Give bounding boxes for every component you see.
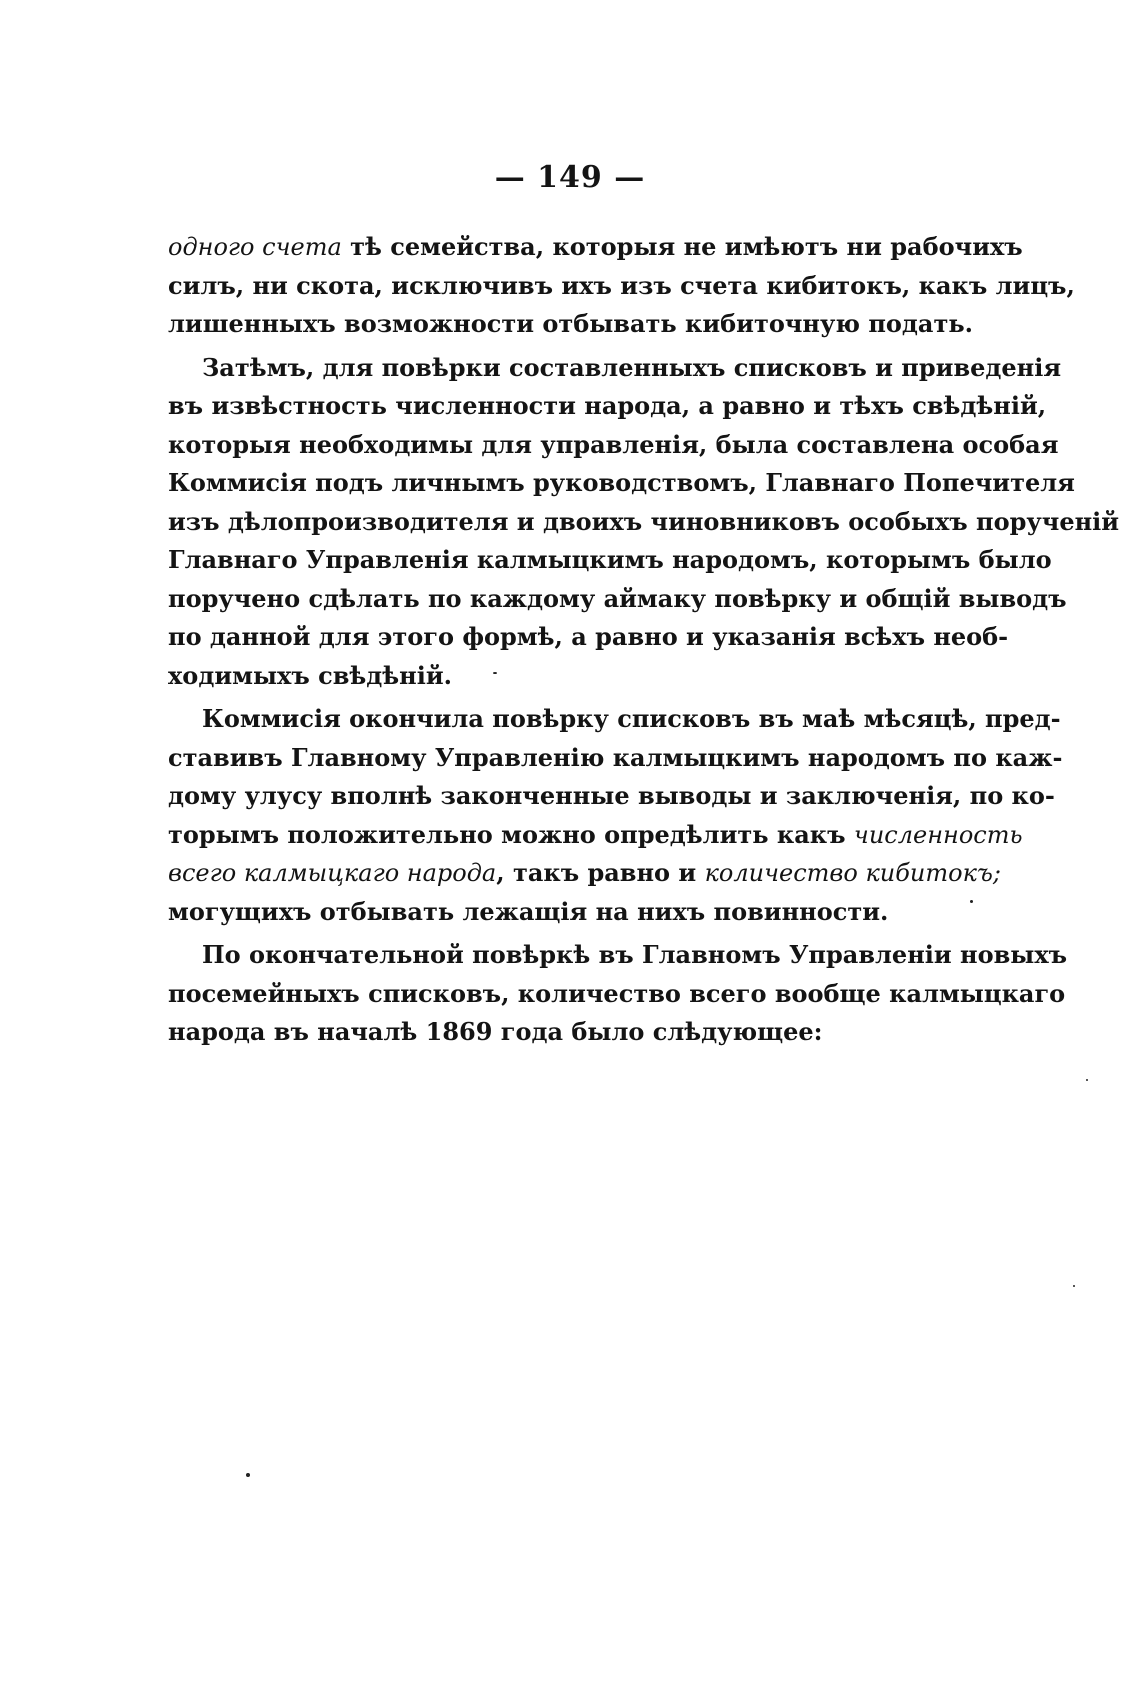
text-line: могущихъ отбывать лежащія на нихъ повинности. bbox=[168, 896, 889, 926]
scan-speck bbox=[246, 1473, 250, 1477]
text-line: Коммисія окончила повѣрку списковъ въ маѣ мѣсяцѣ, пред- bbox=[202, 704, 1061, 733]
paragraph bbox=[168, 228, 1075, 344]
text-line bbox=[168, 228, 1023, 267]
line-text: тѣ семейства, которыя не имѣютъ ни рабочихъ bbox=[341, 232, 1023, 261]
scan-speck bbox=[1086, 1079, 1088, 1081]
italic-phrase: всего калмыцкаго народа bbox=[168, 859, 497, 887]
text-line: Затѣмъ, для повѣрки составленныхъ списковъ и приведенія bbox=[202, 352, 1062, 382]
italic-phrase: численность bbox=[853, 820, 1023, 849]
text-line: изъ дѣлопроизводителя и двоихъ чиновниковъ особыхъ порученій bbox=[168, 506, 1120, 536]
scan-speck bbox=[493, 672, 497, 674]
text-line bbox=[168, 854, 1001, 893]
italic-phrase: одного счета bbox=[168, 233, 342, 261]
paragraph bbox=[168, 936, 1068, 1052]
text-line: которыя необходимы для управленія, была составлена особая bbox=[168, 429, 1059, 459]
paragraph bbox=[168, 700, 1063, 931]
text-line: Коммисія подъ личнымъ руководствомъ, Главнаго Попечителя bbox=[168, 468, 1075, 497]
paragraph bbox=[168, 349, 1120, 696]
text-line: Главнаго Управленія калмыцкимъ народомъ, которымъ было bbox=[168, 545, 1052, 574]
text-line: въ извѣстность численности народа, а равно и тѣхъ свѣдѣній, bbox=[168, 391, 1047, 420]
italic-phrase: количество кибитокъ; bbox=[704, 859, 1001, 887]
scan-speck bbox=[970, 900, 973, 903]
text-line: дому улусу вполнѣ законченные выводы и заключенія, по ко- bbox=[168, 781, 1055, 810]
text-line: силъ, ни скота, исключивъ ихъ изъ счета кибитокъ, какъ лицъ, bbox=[168, 270, 1075, 300]
line-text: , такъ равно и bbox=[496, 858, 705, 887]
body-text bbox=[168, 228, 1120, 1052]
text-line: по данной для этого формѣ, а равно и указанія всѣхъ необ- bbox=[168, 622, 1009, 651]
text-line: поручено сдѣлать по каждому аймаку повѣрку и общій выводъ bbox=[168, 583, 1067, 613]
scan-speck bbox=[1073, 1285, 1075, 1287]
line-text: торымъ положительно можно опредѣлить какъ bbox=[168, 819, 854, 849]
text-line: народа въ началѣ 1869 года было слѣдующее: bbox=[168, 1017, 823, 1046]
text-line: посемейныхъ списковъ, количество всего вообще калмыцкаго bbox=[168, 978, 1066, 1008]
text-line: ходимыхъ свѣдѣній. bbox=[168, 660, 452, 690]
text-line: По окончательной повѣркѣ въ Главномъ Управленіи новыхъ bbox=[202, 940, 1068, 969]
text-line bbox=[168, 816, 1023, 855]
page-number: — 149 — bbox=[494, 160, 646, 195]
text-line: ставивъ Главному Управленію калмыцкимъ народомъ по каж- bbox=[168, 742, 1063, 772]
text-line: лишенныхъ возможности отбывать кибиточную подать. bbox=[168, 309, 973, 338]
